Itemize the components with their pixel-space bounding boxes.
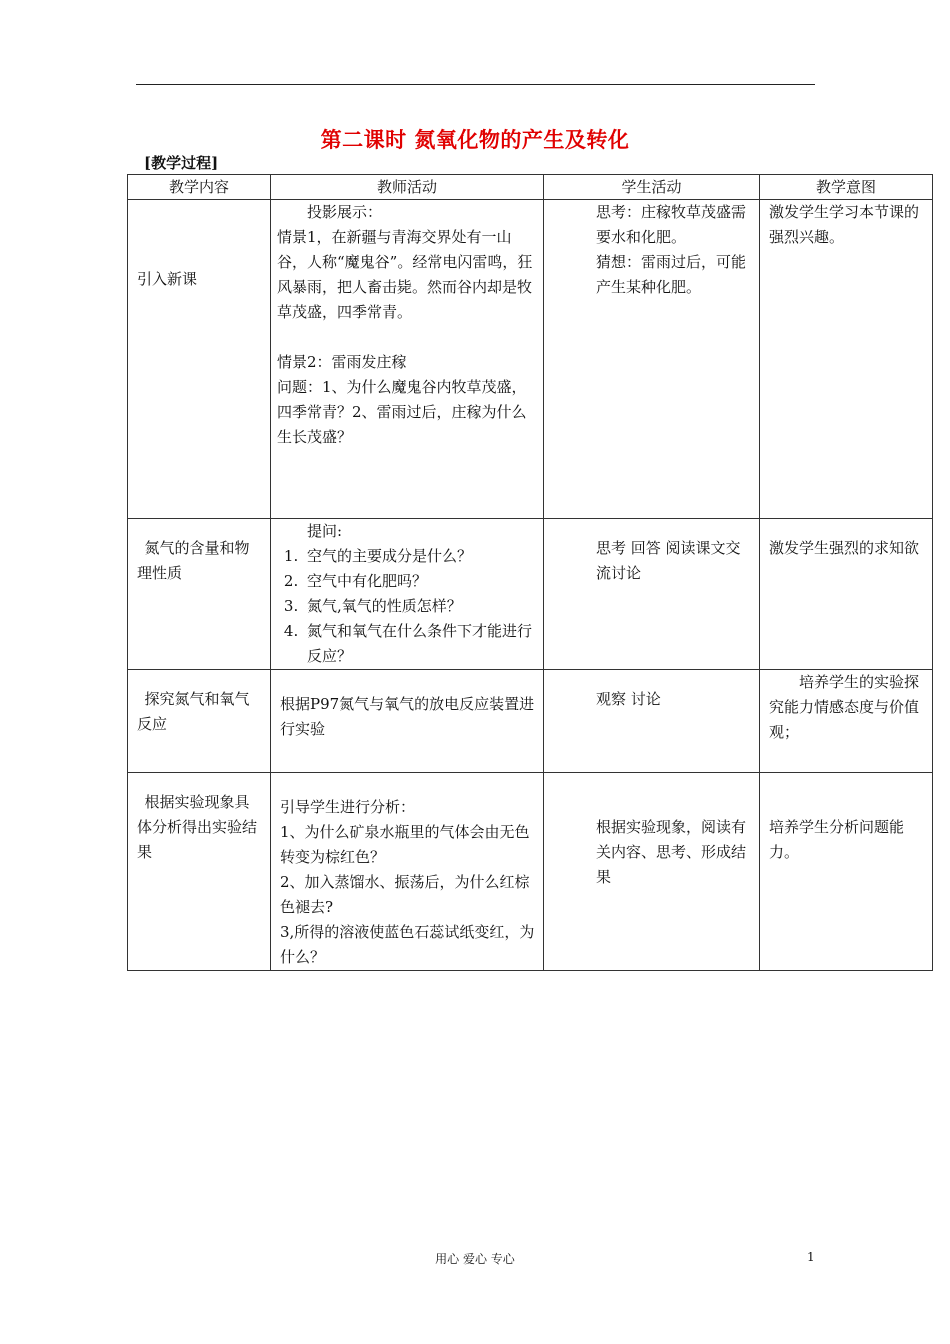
- row-content-text: 引入新课: [137, 270, 198, 288]
- teacher-line: 3,所得的溶液使蓝色石蕊试纸变红，为什么？: [280, 923, 535, 966]
- list-item: 3. 氮气,氧气的性质怎样？: [303, 594, 537, 619]
- header-student: 学生活动: [544, 175, 760, 200]
- row-content: [128, 773, 271, 971]
- table-row: [128, 670, 933, 773]
- table-header-row: [128, 175, 933, 200]
- row-content-text: 根据实验现象具体分析得出实验结果: [137, 793, 258, 861]
- student-line: 思考：庄稼牧草茂盛需要水和化肥。: [596, 203, 747, 246]
- page-footer: 用心 爱心 专心: [435, 1252, 515, 1266]
- page-number: 1: [807, 1250, 815, 1264]
- row-student: [544, 200, 760, 519]
- list-item: 4. 氮气和氧气在什么条件下才能进行反应？: [303, 619, 537, 669]
- student-text: 思考 回答 阅读课文交流讨论: [596, 539, 741, 582]
- row-student: [544, 519, 760, 670]
- row-teacher: [271, 670, 544, 773]
- row-content: [128, 519, 271, 670]
- teacher-line: 2、加入蒸馏水、振荡后，为什么红棕色褪去?: [280, 873, 530, 916]
- intent-text: 培养学生分析问题能力。: [769, 818, 905, 861]
- student-text: 根据实验现象，阅读有关内容、思考、形成结果: [596, 818, 747, 886]
- row-content-text: 探究氮气和氧气反应: [137, 690, 250, 733]
- teacher-line: 情景2：雷雨发庄稼: [277, 353, 407, 371]
- intent-text: 培养学生的实验探究能力情感态度与价值观；: [769, 673, 920, 741]
- table-row: [128, 773, 933, 971]
- teacher-text: 根据P97氮气与氧气的放电反应装置进行实验: [280, 695, 535, 738]
- lesson-table: [127, 174, 933, 971]
- row-intent: [760, 773, 933, 971]
- page-title: 第二课时 氮氧化物的产生及转化: [320, 127, 630, 152]
- teacher-line: 提问:: [307, 522, 343, 540]
- row-intent: [760, 519, 933, 670]
- row-teacher: [271, 200, 544, 519]
- student-text: 观察 讨论: [596, 690, 661, 708]
- teacher-line: 引导学生进行分析：: [280, 798, 416, 816]
- table-row: [128, 519, 933, 670]
- row-content: [128, 670, 271, 773]
- row-student: [544, 773, 760, 971]
- row-teacher: [271, 519, 544, 670]
- section-label: [教学过程]: [144, 154, 219, 172]
- header-teacher: 教师活动: [271, 175, 544, 200]
- list-item: 2. 空气中有化肥吗？: [303, 569, 537, 594]
- row-intent: [760, 200, 933, 519]
- teacher-line: 情景1，在新疆与青海交界处有一山谷，人称“魔鬼谷”。经常电闪雷鸣，狂风暴雨，把人畜击毙。然而谷内却是牧草茂盛，四季常青。: [277, 228, 533, 321]
- list-item: 1. 空气的主要成分是什么？: [303, 544, 537, 569]
- header-intent: 教学意图: [760, 175, 933, 200]
- row-student: [544, 670, 760, 773]
- teacher-line: 问题：1、为什么魔鬼谷内牧草茂盛，四季常青？2、雷雨过后，庄稼为什么生长茂盛？: [277, 378, 527, 446]
- student-line: 猜想：雷雨过后，可能产生某种化肥。: [596, 253, 747, 296]
- header-rule: [136, 84, 815, 85]
- intent-text: 激发学生学习本节课的强烈兴趣。: [769, 203, 920, 246]
- table-row: [128, 200, 933, 519]
- row-teacher: [271, 773, 544, 971]
- teacher-line: 投影展示：: [307, 203, 383, 221]
- question-list: [277, 544, 537, 669]
- row-content: [128, 200, 271, 519]
- teacher-line: [277, 325, 537, 350]
- teacher-line: 1、为什么矿泉水瓶里的气体会由无色转变为棕红色？: [280, 823, 530, 866]
- row-intent: [760, 670, 933, 773]
- header-content: 教学内容: [128, 175, 271, 200]
- intent-text: 激发学生强烈的求知欲: [769, 539, 920, 557]
- row-content-text: 氮气的含量和物理性质: [137, 539, 250, 582]
